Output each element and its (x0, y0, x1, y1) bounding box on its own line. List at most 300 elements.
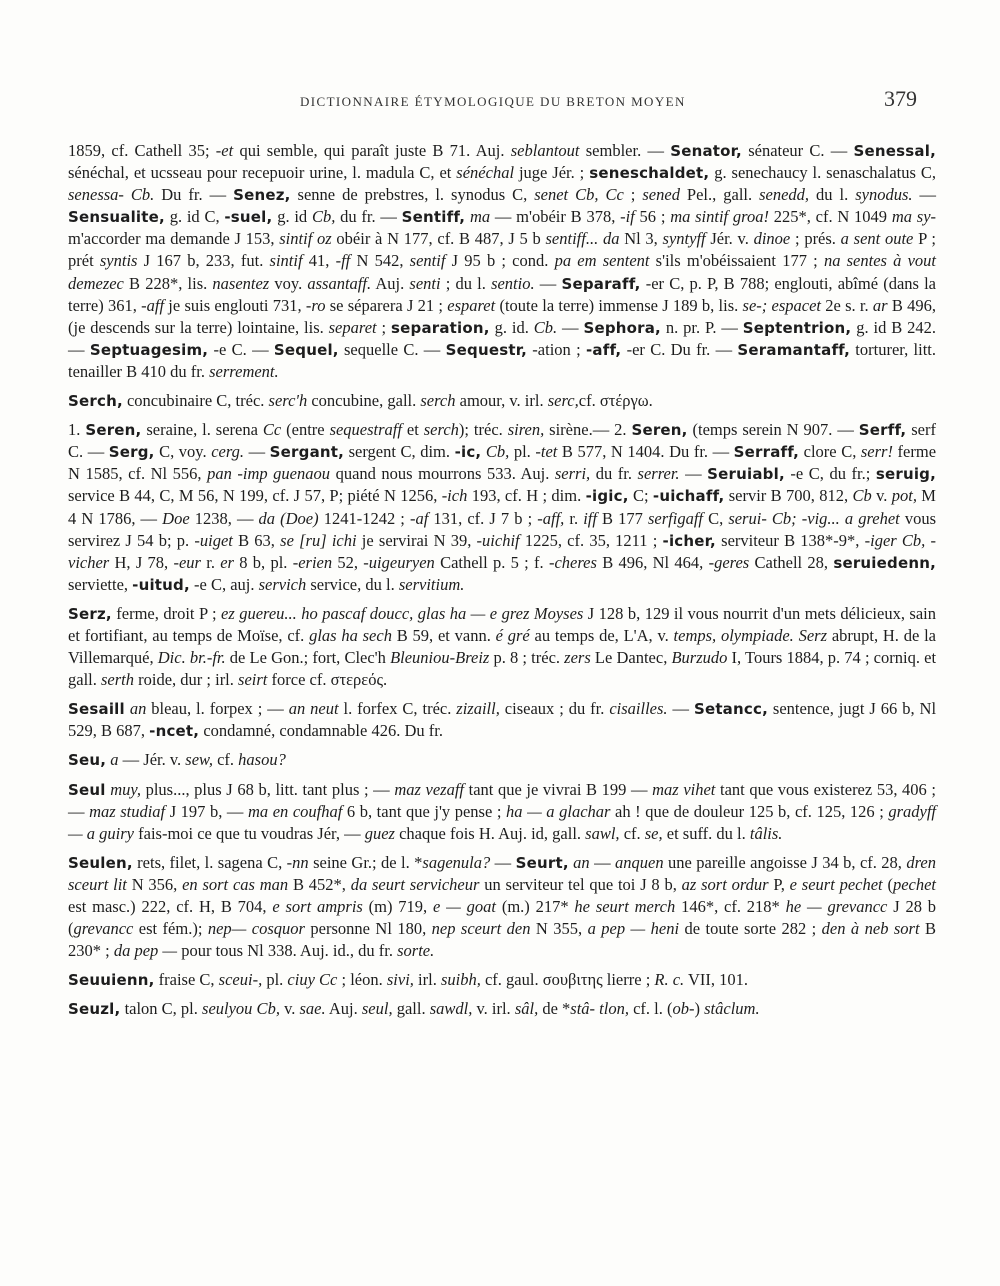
headword: Seruiabl, (707, 465, 785, 484)
entry-text: cf. l. ( (628, 999, 673, 1019)
entry-text: Jér. v. (705, 229, 754, 249)
entry-text: chaque fois H. Auj. id, gall. (394, 823, 586, 843)
italic-form: ciuy Cc (287, 970, 338, 990)
entry-text: p. 8 ; tréc. (489, 648, 565, 668)
entry-text: ; léon. (337, 970, 387, 990)
entry-text: — (244, 442, 270, 462)
headword: -aff, (585, 340, 622, 359)
italic-form: serfigaff (647, 508, 703, 528)
entry-text: pl. (262, 970, 288, 990)
italic-form: Cb; (771, 508, 797, 528)
italic-form: seirt (238, 670, 268, 690)
entry-text: ciseaux ; du fr. (499, 699, 610, 719)
italic-form: zers (564, 648, 591, 668)
entry-text: Cathell p. 5 ; f. (434, 552, 549, 572)
italic-form: iff (583, 508, 597, 528)
italic-form: maz studiaf (89, 801, 166, 821)
entry-text: J 28 b ( (68, 897, 937, 939)
entry-text: B 452*, (288, 874, 351, 894)
entry-text: 6 b, tant que j'y pense ; (342, 801, 507, 821)
entry-text: ); tréc. (458, 420, 508, 440)
entry-text: clore C, (799, 442, 861, 462)
italic-form: -cheres (548, 552, 597, 572)
italic-form: -geres (708, 552, 750, 572)
italic-form: sâl, (514, 999, 539, 1019)
entry-text: serviette, (68, 574, 133, 594)
entry-text: Auj. (325, 999, 362, 1019)
entry-text: pl. (509, 442, 536, 462)
entry-text: 1225, cf. 35, 1211 ; (519, 530, 663, 550)
dictionary-entry (68, 603, 936, 691)
italic-form: sae. (299, 999, 326, 1019)
italic-form: ez guereu... ho pascaf doucc, glas ha — e grez Moyses (221, 603, 584, 623)
entry-text: ) (694, 999, 705, 1019)
headword: Seulen, (68, 853, 133, 872)
entry-text: (entre (281, 420, 330, 440)
dictionary-entry (68, 852, 936, 962)
italic-form: é gré (495, 625, 530, 645)
entry-text: 225*, cf. N 1049 (768, 207, 892, 227)
entry-text: cf. (619, 823, 645, 843)
italic-form: an neut (288, 699, 339, 719)
headword: Seu, (68, 751, 107, 770)
entry-text: talon C, pl. (120, 999, 203, 1019)
italic-form: sequestraff (329, 420, 402, 440)
entry-text: — (667, 699, 694, 719)
headword: Seurt, (515, 853, 569, 872)
entry-text: du fr. (590, 464, 638, 484)
entry-text: (m.) 217* (496, 897, 575, 916)
italic-form: esparet (447, 295, 496, 315)
italic-form: a pep — heni (587, 919, 680, 939)
italic-form: -aff, (537, 508, 565, 528)
italic-form: da (Doe) (258, 508, 319, 528)
headword: Sequestr, (445, 340, 527, 359)
italic-form: serc, (547, 391, 579, 411)
entry-text (124, 185, 131, 204)
entry-text: de * (538, 999, 571, 1019)
entry-text: est fém.); (133, 919, 208, 939)
entry-text: sembler. — (579, 141, 671, 160)
entry-text: cf. (212, 750, 239, 770)
entry-text: J 167 b, 233, fut. (137, 251, 270, 271)
entry-text: -e C, du fr.; (784, 464, 876, 484)
entry-text: voy. (269, 273, 308, 293)
entry-text: B 496, Nl 464, (596, 552, 709, 572)
italic-form: sentio. (491, 273, 535, 293)
entry-text: je suis englouti 731, (164, 295, 306, 315)
entry-text: — (589, 852, 615, 872)
italic-form: ma en coufhaf (248, 801, 343, 821)
dictionary-body (68, 140, 936, 1027)
entry-text: B 228*, lis. (123, 273, 213, 293)
entry-text: v. irl. (472, 999, 515, 1019)
entry-text: Cathell 28, (749, 552, 834, 572)
entry-text: obéir à N 177, cf. B 487, J 5 b (331, 229, 546, 249)
italic-form: sintif oz (279, 229, 332, 249)
headword: Septentrion, (742, 318, 852, 337)
italic-form: Cc (262, 420, 282, 440)
italic-form: sentif (409, 251, 446, 271)
italic-form: serui- (728, 508, 767, 528)
italic-form: suibh, (440, 970, 481, 990)
dictionary-entry (68, 998, 936, 1020)
entry-text: v. (871, 486, 892, 506)
entry-text: 2e s. r. (821, 295, 873, 315)
italic-form: dren sceurt lit (68, 852, 936, 894)
entry-text: plus..., plus J 68 b, litt. tant plus ; — (140, 779, 395, 799)
headword: Sequel, (273, 340, 339, 359)
italic-form: sivi, (386, 970, 414, 990)
entry-text: N 542, (350, 251, 410, 271)
entry-text: ferme N 1585, cf. Nl 556, (68, 442, 937, 484)
entry-text: tant que vous existerez 53, 406 ; — (68, 779, 937, 821)
entry-text: -e C. — (208, 339, 274, 359)
entry-text: ferme, droit P ; (111, 603, 222, 623)
italic-form: sew, (185, 750, 213, 770)
entry-text: n. pr. P. — (660, 317, 743, 337)
italic-form: seblantout (510, 141, 580, 160)
italic-form: Dic. br.-fr. (157, 648, 226, 668)
entry-text: C, (703, 508, 729, 528)
italic-form: nasentez (212, 273, 270, 293)
italic-form: na sentes à vout demezec (68, 251, 937, 293)
italic-form: serc'h (268, 391, 308, 411)
entry-text: un serviteur tel que toi J 8 b, (479, 874, 682, 894)
headword: Senez, (233, 186, 291, 205)
entry-text: 1241-1242 ; (318, 508, 410, 528)
entry-text: vous servirez J 54 b; p. (68, 508, 937, 550)
entry-text: senne de prebstres, l. synodus C, (290, 185, 535, 205)
entry-text: sénateur C. — (741, 141, 854, 160)
italic-form: servitium. (398, 574, 465, 594)
italic-form: seulyou Cb, (202, 999, 280, 1019)
italic-form: -ff (335, 251, 351, 271)
italic-form: sentiff... da (545, 229, 620, 249)
entry-text: ah ! que de douleur 125 b, cf. 125, 126 ; (610, 801, 889, 821)
italic-form: -eur (173, 552, 201, 572)
italic-form: siren, (507, 420, 545, 440)
headword: separation, (391, 318, 490, 337)
italic-form: -aff (141, 295, 165, 315)
entry-text: N 355, (530, 919, 588, 939)
italic-form: az sort ordur (681, 874, 769, 894)
entry-text: J 128 b, 129 il vous nourrit d'un mets délicieux, sain et fortifiant, au temps de Moïse, cf. (68, 603, 936, 645)
headword: -igic, (585, 487, 629, 506)
headword: Seramantaff, (737, 340, 850, 359)
italic-form: Burzudo (671, 648, 728, 668)
italic-form: senti (409, 273, 441, 293)
italic-form: -uichif (476, 530, 520, 550)
italic-form: den à neb sort (821, 919, 920, 939)
entry-text: sequelle C. — (338, 339, 446, 359)
entry-text: 41, (302, 251, 336, 271)
entry-text: B 496, (je descends sur la terre) lointaine, lis. (68, 295, 936, 337)
italic-form: Serz (798, 625, 828, 645)
entry-text: abrupt, H. de la Villemarqué, (68, 625, 936, 668)
italic-form: anquen (615, 852, 664, 872)
entry-text: Auj. (371, 273, 410, 293)
italic-form: gradyff — a guiry (68, 801, 937, 843)
entry-text: torturer, litt. tenailler B 410 du fr. (68, 339, 936, 381)
entry-text: du fr. — (335, 207, 402, 227)
entry-text: B 230* ; (68, 919, 937, 961)
italic-form: sénéchal (456, 163, 515, 183)
entry-text: g. id. (489, 317, 534, 337)
italic-form: serth (101, 670, 134, 690)
entry-text: ( (882, 874, 893, 894)
entry-text: 1. (68, 420, 86, 440)
italic-form: glas ha sech (309, 625, 392, 645)
italic-form: Cb, (901, 530, 926, 550)
italic-form: grevancc (73, 919, 134, 939)
entry-text: -er C. Du fr. — (621, 339, 738, 359)
entry-text: gall. (392, 999, 430, 1019)
entry-text: (toute la terre) immense J 189 b, lis. (495, 295, 743, 315)
entry-text: g. id B 242. — (68, 317, 937, 359)
entry-text: — (557, 317, 584, 337)
entry-text: et suff. du l. (662, 823, 750, 843)
italic-form: serch (423, 420, 459, 440)
italic-form: stâclum. (704, 999, 760, 1019)
italic-form: serrer. (637, 464, 680, 484)
dictionary-entry (68, 779, 936, 845)
italic-form: pot, (891, 486, 917, 506)
entry-text: H, J 78, (109, 552, 174, 572)
entry-text: B 63, (232, 530, 281, 550)
entry-text: 1238, — (189, 508, 259, 528)
italic-form: -uiget (194, 530, 233, 550)
italic-form: syntyff (662, 229, 706, 249)
entry-text: irl. (413, 970, 441, 990)
italic-form: e seurt pechet (789, 874, 883, 894)
entry-text: et (401, 420, 424, 440)
entry-text: force cf. στερεός. (267, 670, 388, 690)
headword: -icher, (662, 531, 716, 550)
entry-text: g. id C, (164, 207, 225, 227)
italic-form: serri, (554, 464, 591, 484)
entry-text: serf C. — (68, 420, 936, 462)
italic-form: separet (328, 317, 377, 337)
italic-form: ha — a glachar (506, 801, 611, 821)
entry-text: qui semble, qui paraît juste B 71. Auj. (233, 141, 511, 160)
italic-form: Bleuniou-Breiz (390, 648, 490, 668)
italic-form: senet (534, 185, 569, 205)
italic-form: ar (872, 295, 888, 315)
italic-form: he seurt merch (574, 897, 676, 916)
entry-text: personne Nl 180, (304, 919, 432, 939)
italic-form: Cb, (311, 207, 336, 227)
italic-form: nep sceurt den (431, 919, 531, 939)
italic-form: -vig... a grehet (801, 508, 900, 528)
entry-text: concubinaire C, tréc. (122, 391, 269, 411)
headword: Senessal, (853, 142, 936, 160)
italic-form: Cb, (485, 442, 510, 462)
italic-form: ma sy- (891, 207, 937, 227)
entry-text: 193, cf. H ; dim. (467, 486, 586, 506)
dictionary-entry (68, 698, 936, 742)
headword: Sentiff, (401, 208, 466, 227)
entry-text: serviteur B 138*-9*, (715, 530, 865, 550)
italic-form: cerg. (211, 442, 245, 462)
headword: -ncet, (149, 722, 200, 741)
entry-text: B 59, et vann. (391, 625, 496, 645)
entry-text: (m) 719, (362, 897, 434, 916)
entry-text: l. forfex C, tréc. (338, 699, 457, 719)
entry-text: -e C, auj. (189, 574, 259, 594)
headword: seruiedenn, (833, 553, 936, 572)
italic-form: da seurt servicheur (350, 874, 480, 894)
italic-form: assantaff. (307, 273, 372, 293)
entry-text: ; (376, 317, 391, 337)
italic-form: sceui-, (218, 970, 263, 990)
headword: Serg, (108, 443, 155, 462)
entry-text: sirène.— 2. (544, 420, 632, 440)
headword: Septuagesim, (89, 340, 209, 359)
entry-text: r. (564, 508, 584, 528)
entry-text: — m'obéir B 378, (490, 207, 621, 227)
headword: Serch, (68, 392, 123, 411)
italic-form: seul, (361, 999, 393, 1019)
italic-form: ma sintif groa! (670, 207, 769, 227)
entry-text: juge Jér. ; (514, 163, 590, 183)
entry-text: — (912, 185, 937, 205)
italic-form: serrement. (209, 361, 279, 381)
entry-text: condamné, condamnable 426. Du fr. (199, 721, 443, 741)
italic-form: -af (409, 508, 429, 528)
entry-text: 52, (332, 552, 364, 572)
dictionary-entry (68, 390, 936, 412)
dictionary-entry (68, 419, 936, 596)
headword: -uichaff, (652, 487, 725, 506)
headword: Setancc, (693, 700, 768, 719)
headword: seneschaldet, (589, 164, 710, 183)
headword: Sensualite, (68, 208, 165, 227)
italic-form: e sort ampris (272, 897, 363, 916)
italic-form: stâ- tlon, (570, 999, 629, 1019)
headword: Sergant, (269, 443, 345, 462)
entry-text: s'ils m'obéissaient 177 ; (649, 251, 824, 271)
italic-form: -uigeuryen (363, 552, 435, 572)
headword: Separaff, (561, 274, 641, 293)
italic-form: maz vihet (652, 779, 716, 799)
entry-text: — (490, 852, 516, 872)
italic-form: -ich (441, 486, 468, 506)
entry-text: amour, v. irl. (455, 391, 548, 411)
entry-text: -ation ; (526, 339, 586, 359)
italic-form: ma (469, 207, 491, 227)
italic-form: hasou? (238, 750, 286, 770)
italic-form: dinoe (753, 229, 791, 249)
italic-form: nep— cosquor (207, 919, 305, 939)
entry-text: g. senechaucy l. senaschalatus C, (709, 163, 936, 183)
entry-text: quand nous mourrons 533. Auj. (330, 464, 555, 484)
italic-form: -vicher (68, 530, 937, 572)
italic-form: Cb. (130, 185, 155, 205)
entry-text: C, voy. (154, 442, 212, 462)
italic-form: sagenula? (422, 852, 491, 872)
entry-text: C; (628, 486, 653, 506)
entry-text: J 197 b, — (165, 801, 248, 821)
italic-form: cisailles. (609, 699, 668, 719)
entry-text: fraise C, (154, 970, 219, 990)
italic-form: se [ru] ichi (280, 530, 357, 550)
entry-text: roide, dur ; irl. (134, 670, 239, 690)
italic-form: Cb, Cc (575, 185, 624, 205)
italic-form: pa em sentent (554, 251, 650, 271)
entry-text: de Le Gon.; fort, Clec'h (225, 648, 391, 668)
entry-text: M 4 N 1786, — (68, 486, 936, 528)
entry-text: service, du l. (306, 574, 399, 594)
italic-form: an (129, 699, 147, 719)
entry-text: 8 b, pl. (233, 552, 293, 572)
entry-text: bleau, l. forpex ; — (146, 699, 289, 719)
entry-text: 131, cf. J 7 b ; (428, 508, 538, 528)
entry-text: cf. στέργω. (578, 391, 653, 411)
italic-form: zizaill, (456, 699, 500, 719)
entry-text: seraine, l. serena (141, 420, 263, 440)
italic-form: an (573, 852, 590, 872)
entry-text: 1859, cf. Cathell 35; (68, 141, 216, 160)
entry-text: N 356, (126, 874, 183, 894)
running-title: DICTIONNAIRE ÉTYMOLOGIQUE DU BRETON MOYEN (300, 94, 686, 109)
italic-form: en sort cas man (182, 874, 289, 894)
headword: Seren, (85, 421, 142, 440)
entry-text: au temps de, L'A, v. (529, 625, 674, 645)
italic-form: sened (642, 185, 680, 205)
italic-form: temps, olympiade. (673, 625, 794, 645)
italic-form: -tet (535, 442, 558, 462)
entry-text: B 177 (596, 508, 648, 528)
italic-form: maz vezaff (394, 779, 464, 799)
entry-text: — (679, 464, 708, 484)
headword: Seren, (631, 421, 688, 440)
entry-text: Du fr. — (154, 185, 234, 205)
italic-form: serch (420, 391, 456, 411)
entry-text: du l. (809, 185, 856, 205)
italic-form: -nn (286, 852, 309, 872)
entry-text: -er C, p. P, B 788; englouti, abîmé (dans la terre) 361, (68, 273, 937, 315)
entry-text: J 95 b ; cond. (445, 251, 555, 271)
entry-text: P, (768, 874, 790, 894)
italic-form: he — grevancc (785, 897, 888, 916)
headword: Sephora, (583, 318, 661, 337)
italic-form: er (220, 552, 234, 572)
headword: Serraff, (733, 443, 800, 462)
italic-form: Cb. (533, 317, 558, 337)
entry-text: une pareille angoisse J 34 b, cf. 28, (663, 852, 907, 872)
italic-form: ob- (672, 999, 695, 1019)
entry-text: m'accorder ma demande J 153, (68, 229, 280, 249)
entry-text: ; prés. (790, 229, 841, 249)
page-number: 379 (884, 86, 917, 111)
headword: -suel, (224, 208, 273, 227)
entry-text: Le Dantec, (590, 648, 672, 668)
headword: Seul (68, 780, 106, 799)
dictionary-entry (68, 969, 936, 991)
entry-text: servir B 700, 812, (724, 486, 853, 506)
italic-form: -erien (292, 552, 333, 572)
italic-form: tâlis. (749, 823, 783, 843)
entry-text: pour tous Nl 338. Auj. id., du fr. (177, 941, 398, 961)
entry-text: sénéchal, et ucsseau pour recepuoir urine, l. madula C, et (68, 163, 457, 183)
entry-text: concubine, gall. (307, 391, 421, 411)
headword: Seuuienn, (68, 971, 155, 990)
entry-text: fais-moi ce que tu voudras Jér, — (134, 823, 365, 843)
entry-text: 146*, cf. 218* (675, 897, 786, 916)
headword: -uitud, (132, 575, 190, 594)
entry-text: rets, filet, l. sagena C, (132, 852, 287, 872)
